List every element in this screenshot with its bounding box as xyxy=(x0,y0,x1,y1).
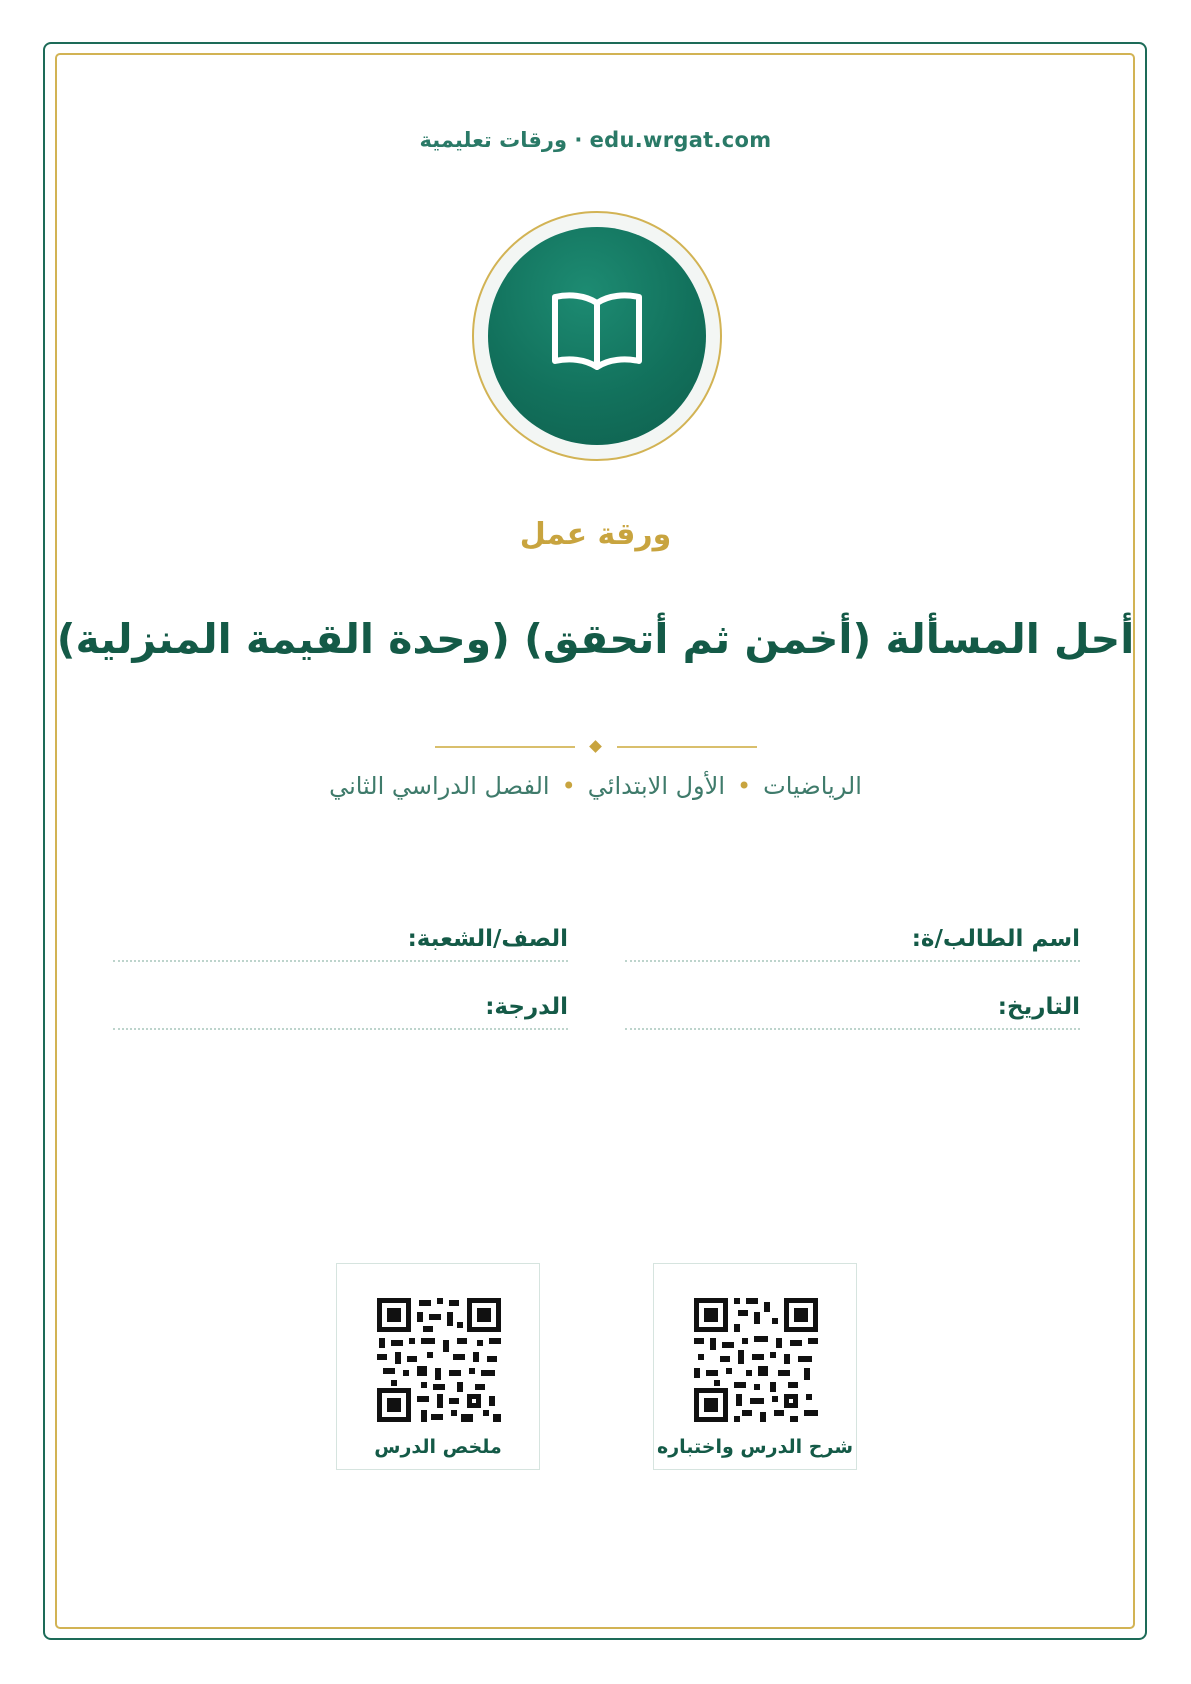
class-section-label: الصف/الشعبة: xyxy=(407,926,568,952)
logo-badge xyxy=(472,211,722,461)
qr-lesson-summary[interactable] xyxy=(336,1263,540,1470)
meta-grade: الأول الابتدائي xyxy=(587,772,726,800)
meta-subject: الرياضيات xyxy=(763,772,862,800)
worksheet-meta xyxy=(0,772,1191,800)
meta-separator: • xyxy=(737,772,752,800)
title-divider xyxy=(435,741,757,753)
worksheet-kicker: ورقة عمل xyxy=(519,517,672,552)
qr-lesson-explanation[interactable] xyxy=(653,1263,857,1470)
date-field[interactable] xyxy=(625,994,1080,1030)
divider-diamond xyxy=(589,740,602,753)
class-section-field[interactable] xyxy=(113,926,568,962)
divider-line-right xyxy=(617,746,757,748)
student-name-field[interactable] xyxy=(625,926,1080,962)
worksheet-title: أحل المسألة (أخمن ثم أتحقق) (وحدة القيمة المنزلية) xyxy=(56,615,1135,663)
grade-field[interactable] xyxy=(113,994,568,1030)
qr-code-icon xyxy=(694,1298,818,1422)
date-label: التاريخ: xyxy=(997,994,1080,1020)
qr-label-lesson-summary: ملخص الدرس xyxy=(374,1436,502,1458)
student-name-label: اسم الطالب/ة: xyxy=(911,926,1080,952)
qr-code-icon xyxy=(377,1298,501,1422)
logo-disc xyxy=(488,227,706,445)
site-line: ورقات تعليمية · edu.wrgat.com xyxy=(419,128,772,152)
meta-term: الفصل الدراسي الثاني xyxy=(329,772,550,800)
divider-line-left xyxy=(435,746,575,748)
qr-label-lesson-explanation: شرح الدرس واختباره xyxy=(656,1436,854,1458)
open-book-icon xyxy=(549,289,645,373)
grade-label: الدرجة: xyxy=(485,994,568,1020)
meta-separator: • xyxy=(561,772,576,800)
